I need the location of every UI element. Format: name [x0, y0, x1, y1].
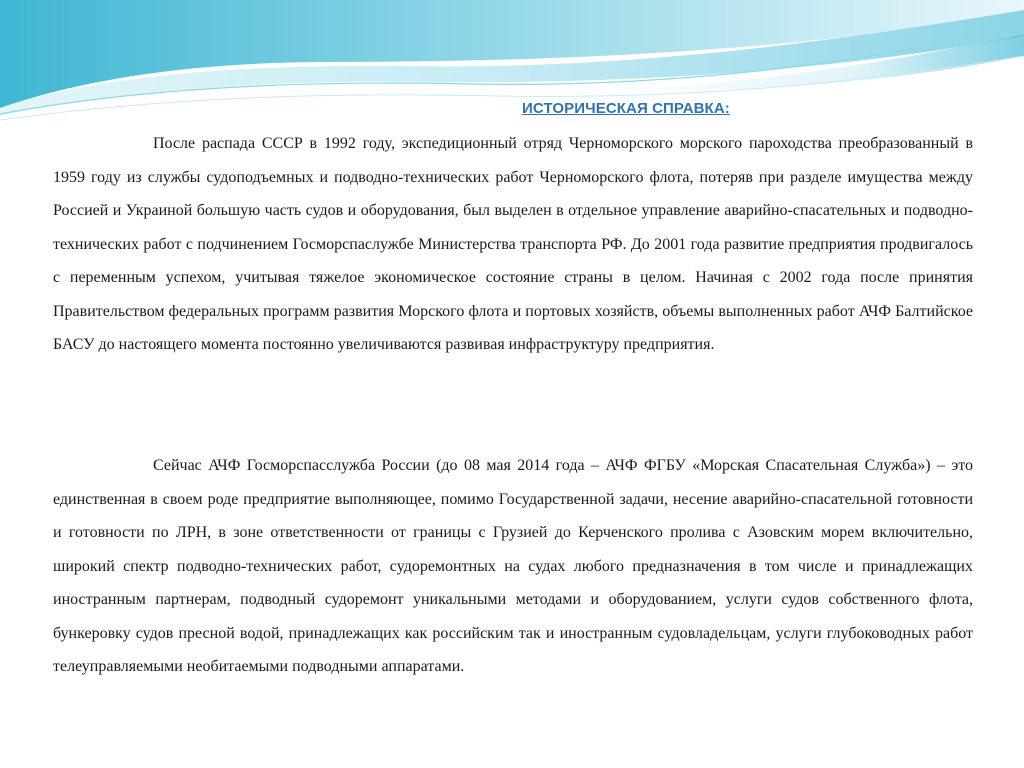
paragraph-current: Сейчас АЧФ Госморспасслужба России (до 08 мая 2014 года – АЧФ ФГБУ «Морская Спасательная Служба») – это единственная в своем роде предприятие выполняющее, помимо Государственной задачи, несение аварийно-спасательной готовности и готовности по ЛРН, в зоне ответственности от границы с Грузией до Керченского пролива с Азовским морем включительно, широкий спектр подводно-технических работ, судоремонтных на судах любого предназначения в том числе и принадлежащих иностранным партнерам, подводный судоремонт уникальными методами и оборудованием, услуги судов собственного флота, бункеровку судов пресной водой, принадлежащих как российским так и иностранным судовладельцам, услуги глубоководных работ телеуправляемыми необитаемыми подводными аппаратами. [53, 457, 973, 675]
slide-title: ИСТОРИЧЕСКАЯ СПРАВКА: [522, 100, 730, 117]
paragraph-history: После распада СССР в 1992 году, экспедиционный отряд Черноморского морского пароходства преобразованный в 1959 году из службы судоподъемных и подводно-технических работ Черноморского флота, потеряв при разделе имущества между Россией и Украиной большую часть судов и оборудования, был выделен в отдельное управление аварийно-спасательных и подводно-технических работ с подчинением Госморспаслужбе Министерства транспорта РФ. До 2001 года развитие предприятия продвигалось с переменным успехом, учитывая тяжелое экономическое состояние страны в целом. Начиная с 2002 года после принятия Правительством федеральных программ развития Морского флота и портовых хозяйств, объемы выполненных работ АЧФ Балтийское БАСУ до настоящего момента постоянно увеличиваются развивая инфраструктуру предприятия. [53, 135, 973, 353]
wave-header-decoration [0, 0, 1024, 130]
